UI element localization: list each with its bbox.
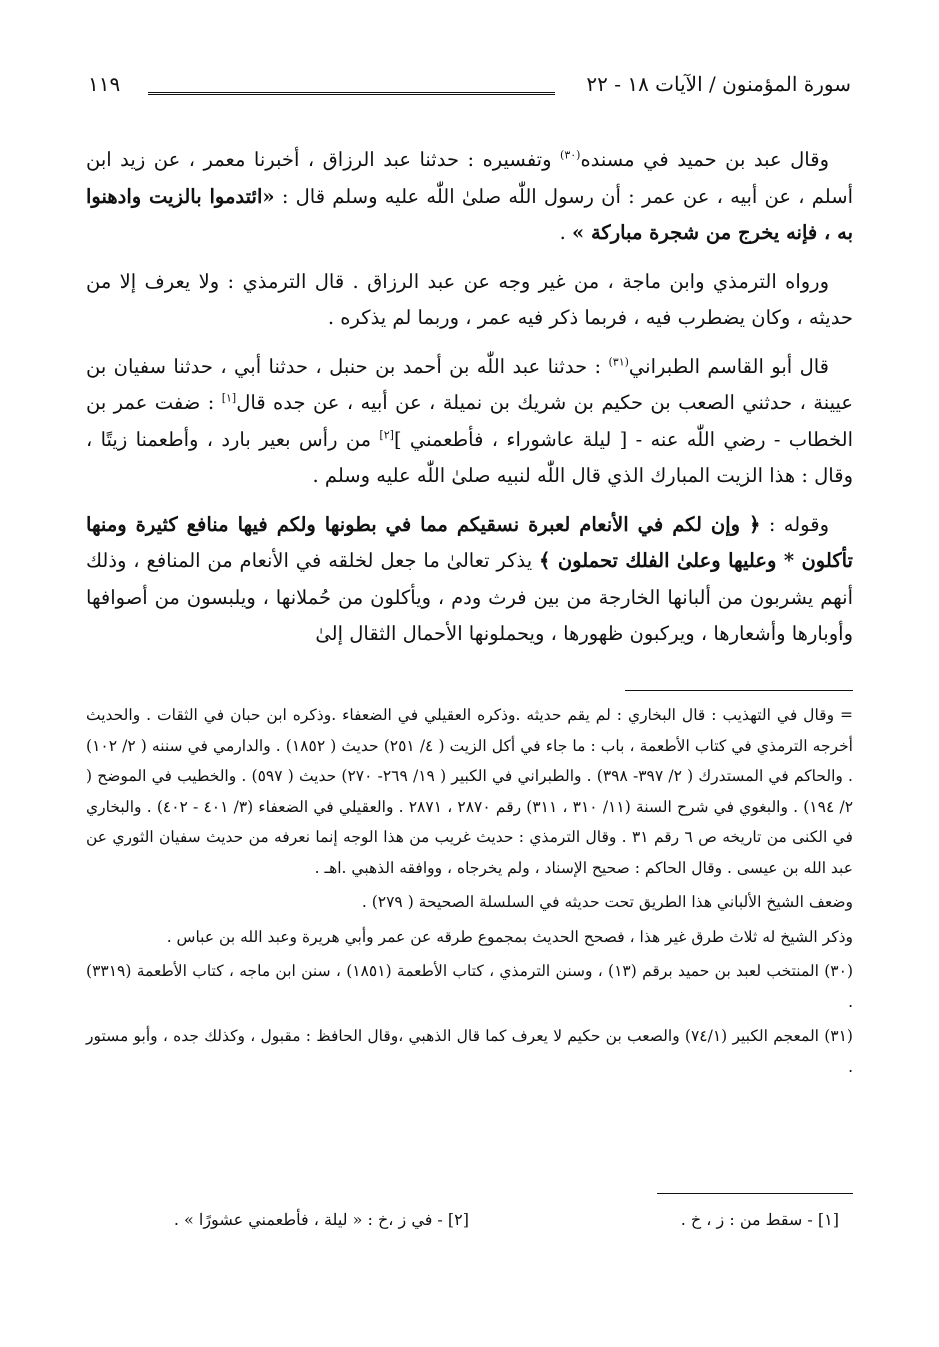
footnote-31: (٣١) المعجم الكبير (٧٤/١) والصعب بن حكيم لا يعرف كما قال الذهبي ،وقال الحافظ : مقبول ، وكذلك جده ، وأبو مستور . (86, 1027, 853, 1076)
footnote-separator (625, 690, 853, 691)
footnote-continued: = وقال في التهذيب : قال البخاري : لم يقم حديثه .وذكره العقيلي في الضعفاء .وذكره ابن حبان في الثقات . والحديث أخرجه الترمذي في كتاب الأطعمة ، باب : ما جاء في أكل الزيت ( ٤/ ٢٥١) حديث ( ١٨٥٢) . والدارمي في سننه ( ٢/ ١٠٢) . والحاكم في المستدرك ( ٢/ ٣٩٧- ٣٩٨) . والطبراني في الكبير ( ١٩/ ٢٦٩- ٢٧٠) حديث ( ٥٩٧) . والخطيب في الموضح ( ٢/ ١٩٤) . والبغوي في شرح السنة (١١/ ٣١٠ ، ٣١١) رقم ٢٨٧٠ ، ٢٨٧١ . والعقيلي في الضعفاء (٣/ ٤٠١ - ٤٠٢) . والبخاري في الكنى من تاريخه ص ٦ رقم ٣١ . وقال الترمذي : حديث غريب من هذا الوجه إنما نعرفه من حديث سفيان الثوري عن عبد الله بن عيسى . وقال الحاكم : صحيح الإسناد ، ولم يخرجاه ، ووافقه الذهبي .اهـ . (86, 706, 854, 877)
page-number: ١١٩ (88, 72, 121, 96)
footnote-ref-30: (٣٠) (560, 148, 581, 162)
main-text (86, 142, 853, 665)
hadith-text: «ائتدموا بالزيت وادهنوا به ، فإنه يخرج من شجرة مباركة » (86, 184, 853, 244)
paragraph-tabarani: قال أبو القاسم الطبراني$^{(٣١)}$ : حدثنا عبد اللّٰه بن أحمد بن حنبل ، حدثنا أبي ، حدثنا سفيان بن عيينة ، حدثني الصعب بن حكيم بن شريك بن نميلة ، عن أبيه ، عن جده قال[١] : ضفت عمر بن الخطاب - رضي اللّٰه عنه - [ ليلة عاشوراء ، فأطعمني ][٢] من رأس بعير بارد ، وأطعمنا زيتًا ، وقال : هذا الزيت المبارك الذي قال اللّٰه لنبيه صلىٰ اللّٰه عليه وسلم . (86, 354, 854, 487)
critical-notes-separator (657, 1193, 853, 1194)
paragraph-verse-commentary: وقوله : ﴿ وإن لكم في الأنعام لعبرة نسقيكم مما في بطونها ولكم فيها منافع كثيرة ومنها تأكلون * وعليها وعلىٰ الفلك تحملون ﴾ يذكر تعالىٰ ما جعل لخلقه في الأنعام من المنافع ، وذلك أنهم يشربون من ألبانها الخارجة من بين فرث ودم ، ويأكلون من حُملانها ، ويلبسون من أصوافها وأوبارها وأشعارها ، ويركبون ظهورها ، ويحملونها الأحمال الثقال إلىٰ (86, 512, 853, 645)
critical-note-ref-1: [١] (221, 391, 237, 405)
running-header (88, 72, 851, 106)
critical-note-2: [٢] - في ز ،خ : « ليلة ، فأطعمني عشورًا » . (173, 1210, 469, 1229)
paragraph-tirmidhi: ورواه الترمذي وابن ماجة ، من غير وجه عن عبد الرزاق . قال الترمذي : ولا يعرف إلا من حديثه ، وكان يضطرب فيه ، فربما ذكر فيه عمر ، وربما لم يذكره . (86, 269, 853, 329)
critical-notes (86, 1206, 839, 1236)
header-rule (148, 92, 555, 95)
footnote-other-routes: وذكر الشيخ له ثلاث طرق غير هذا ، فصحح الحديث بمجموع طرقه عن عمر وأبي هريرة وعبد الله بن عباس . (166, 927, 853, 946)
footnote-30: (٣٠) المنتخب لعبد بن حميد برقم (١٣) ، وسنن الترمذي ، كتاب الأطعمة (١٨٥١) ، سنن ابن ماجه ، كتاب الأطعمة (٣٣١٩) . (86, 962, 853, 1011)
footnote-albani: وضعف الشيخ الألباني هذا الطريق تحت حديثه في السلسلة الصحيحة ( ٢٧٩) . (361, 893, 853, 911)
surah-title: سورة المؤمنون / الآيات ١٨ - ٢٢ (586, 72, 851, 96)
footnote-ref-31: (٣١) (608, 355, 629, 368)
critical-note-ref-2: [٢] (379, 428, 394, 441)
footnotes (86, 700, 853, 1086)
critical-note-1: [١] - سقط من : ز ، خ . (680, 1210, 839, 1229)
quran-verse: ﴿ وإن لكم في الأنعام لعبرة نسقيكم مما في بطونها ولكم فيها منافع كثيرة ومنها تأكلون * وعليها وعلىٰ الفلك تحملون ﴾ (86, 512, 853, 572)
paragraph-abd-ibn-humaid: وقال عبد بن حميد في مسنده$^{(٣٠)}$ وتفسيره : حدثنا عبد الرزاق ، أخبرنا معمر ، عن زيد ابن أسلم ، عن أبيه ، عن عمر : أن رسول اللّٰه صلىٰ اللّٰه عليه وسلم قال : «ائتدموا بالزيت وادهنوا به ، فإنه يخرج من شجرة مباركة » . (86, 148, 853, 244)
